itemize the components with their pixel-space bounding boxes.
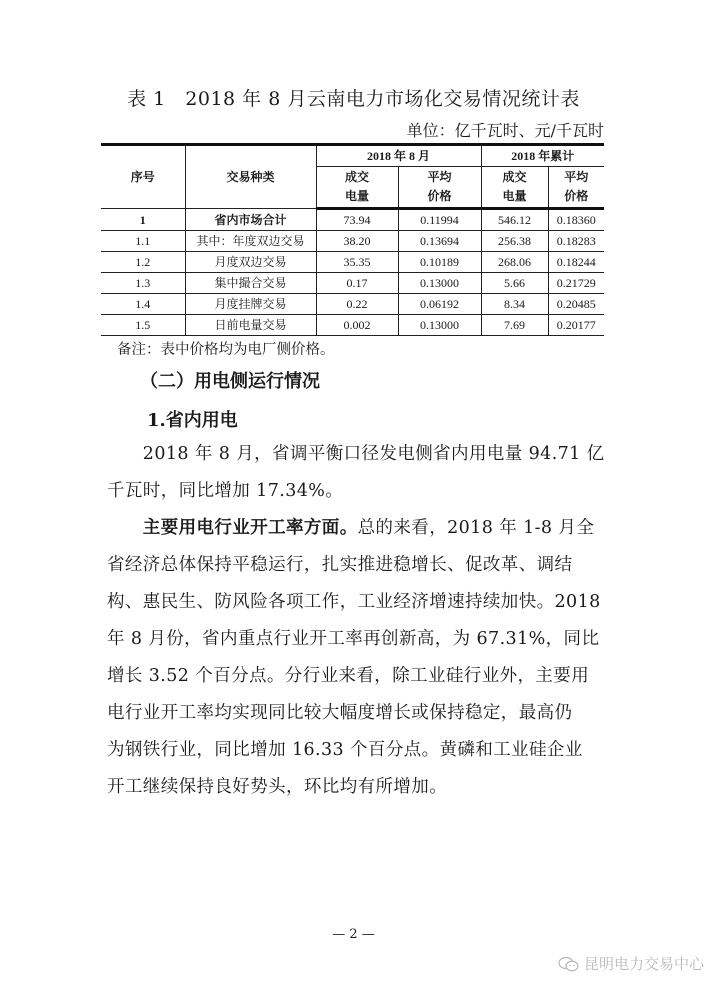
table-row bbox=[101, 315, 604, 336]
paragraph-line: 增长 3.52 个百分点。分行业来看，除工业硅行业外，主要用 bbox=[107, 666, 590, 686]
wechat-icon bbox=[558, 956, 580, 973]
paragraph-bold-lead: 主要用电行业开工率方面。 bbox=[107, 518, 358, 538]
cell-month-price: 0.13694 bbox=[398, 231, 481, 252]
cell-cumulative-price: 0.21729 bbox=[548, 273, 604, 294]
cell-month-volume: 73.94 bbox=[316, 209, 398, 231]
cell-month-volume: 35.35 bbox=[316, 252, 398, 273]
cell-cumulative-price: 0.18283 bbox=[548, 231, 604, 252]
header-cumulative-group: 2018 年累计 bbox=[481, 145, 604, 167]
table-row bbox=[101, 231, 604, 252]
cell-month-volume: 38.20 bbox=[316, 231, 398, 252]
paragraph-line: 2018 年 8 月，省调平衡口径发电侧省内用电量 94.71 亿 bbox=[107, 444, 605, 464]
cell-cumulative-volume: 268.06 bbox=[481, 252, 548, 273]
cell-seq: 1.1 bbox=[101, 231, 185, 252]
cell-cumulative-price: 0.18244 bbox=[548, 252, 604, 273]
cell-cumulative-price: 0.18360 bbox=[548, 209, 604, 231]
header-seq: 序号 bbox=[101, 145, 185, 209]
cell-type: 集中撮合交易 bbox=[185, 273, 316, 294]
paragraph-line bbox=[107, 514, 594, 539]
cell-cumulative-volume: 7.69 bbox=[481, 315, 548, 336]
cell-type: 其中：年度双边交易 bbox=[185, 231, 316, 252]
market-trading-table bbox=[101, 143, 604, 336]
cell-seq: 1.3 bbox=[101, 273, 185, 294]
cell-month-price: 0.13000 bbox=[398, 273, 481, 294]
header-cumulative-volume: 成交 电量 bbox=[481, 167, 548, 209]
table-title: 表 1 2018 年 8 月云南电力市场化交易情况统计表 bbox=[127, 88, 580, 110]
cell-cumulative-price: 0.20485 bbox=[548, 294, 604, 315]
cell-seq: 1.2 bbox=[101, 252, 185, 273]
cell-month-price: 0.06192 bbox=[398, 294, 481, 315]
table-row bbox=[101, 294, 604, 315]
cell-seq: 1 bbox=[101, 209, 185, 231]
table-row bbox=[101, 252, 604, 273]
paragraph-line: 为钢铁行业，同比增加 16.33 个百分点。黄磷和工业硅企业 bbox=[107, 740, 583, 760]
paragraph-line: 构、惠民生、防风险各项工作，工业经济增速持续加快。2018 bbox=[107, 592, 601, 612]
cell-month-volume: 0.22 bbox=[316, 294, 398, 315]
paragraph-line: 开工继续保持良好势头，环比均有所增加。 bbox=[107, 777, 448, 797]
cell-type: 日前电量交易 bbox=[185, 315, 316, 336]
cell-type: 省内市场合计 bbox=[185, 209, 316, 231]
cell-seq: 1.5 bbox=[101, 315, 185, 336]
header-cumulative-price: 平均 价格 bbox=[548, 167, 604, 209]
section-heading: （二）用电侧运行情况 bbox=[140, 371, 320, 392]
cell-cumulative-price: 0.20177 bbox=[548, 315, 604, 336]
cell-month-price: 0.13000 bbox=[398, 315, 481, 336]
cell-cumulative-volume: 256.38 bbox=[481, 231, 548, 252]
paragraph-text: 总的来看，2018 年 1-8 月全 bbox=[357, 518, 595, 538]
header-month-group: 2018 年 8 月 bbox=[316, 145, 481, 167]
cell-cumulative-volume: 5.66 bbox=[481, 273, 548, 294]
cell-month-price: 0.10189 bbox=[398, 252, 481, 273]
cell-month-volume: 0.002 bbox=[316, 315, 398, 336]
paragraph-line: 年 8 月份，省内重点行业开工率再创新高，为 67.31%，同比 bbox=[107, 629, 600, 649]
watermark bbox=[558, 953, 704, 974]
cell-month-volume: 0.17 bbox=[316, 273, 398, 294]
watermark-text: 昆明电力交易中心 bbox=[584, 955, 705, 973]
cell-cumulative-volume: 8.34 bbox=[481, 294, 548, 315]
cell-cumulative-volume: 546.12 bbox=[481, 209, 548, 231]
cell-month-price: 0.11994 bbox=[398, 209, 481, 231]
table-unit: 单位：亿千瓦时、元/千瓦时 bbox=[406, 121, 604, 140]
table-row bbox=[101, 209, 604, 231]
cell-seq: 1.4 bbox=[101, 294, 185, 315]
table-note: 备注：表中价格均为电厂侧价格。 bbox=[117, 342, 335, 358]
header-month-volume: 成交 电量 bbox=[316, 167, 398, 209]
cell-type: 月度双边交易 bbox=[185, 252, 316, 273]
page-number: — 2 — bbox=[332, 927, 375, 942]
paragraph-line: 省经济总体保持平稳运行，扎实推进稳增长、促改革、调结 bbox=[107, 555, 573, 575]
subsection-heading: 1.省内用电 bbox=[147, 410, 238, 431]
paragraph-line: 电行业开工率均实现同比较大幅度增长或保持稳定，最高仍 bbox=[107, 703, 573, 723]
table-row bbox=[101, 273, 604, 294]
header-type: 交易种类 bbox=[185, 145, 316, 209]
header-month-price: 平均 价格 bbox=[398, 167, 481, 209]
paragraph-line: 千瓦时，同比增加 17.34%。 bbox=[107, 481, 344, 501]
cell-type: 月度挂牌交易 bbox=[185, 294, 316, 315]
